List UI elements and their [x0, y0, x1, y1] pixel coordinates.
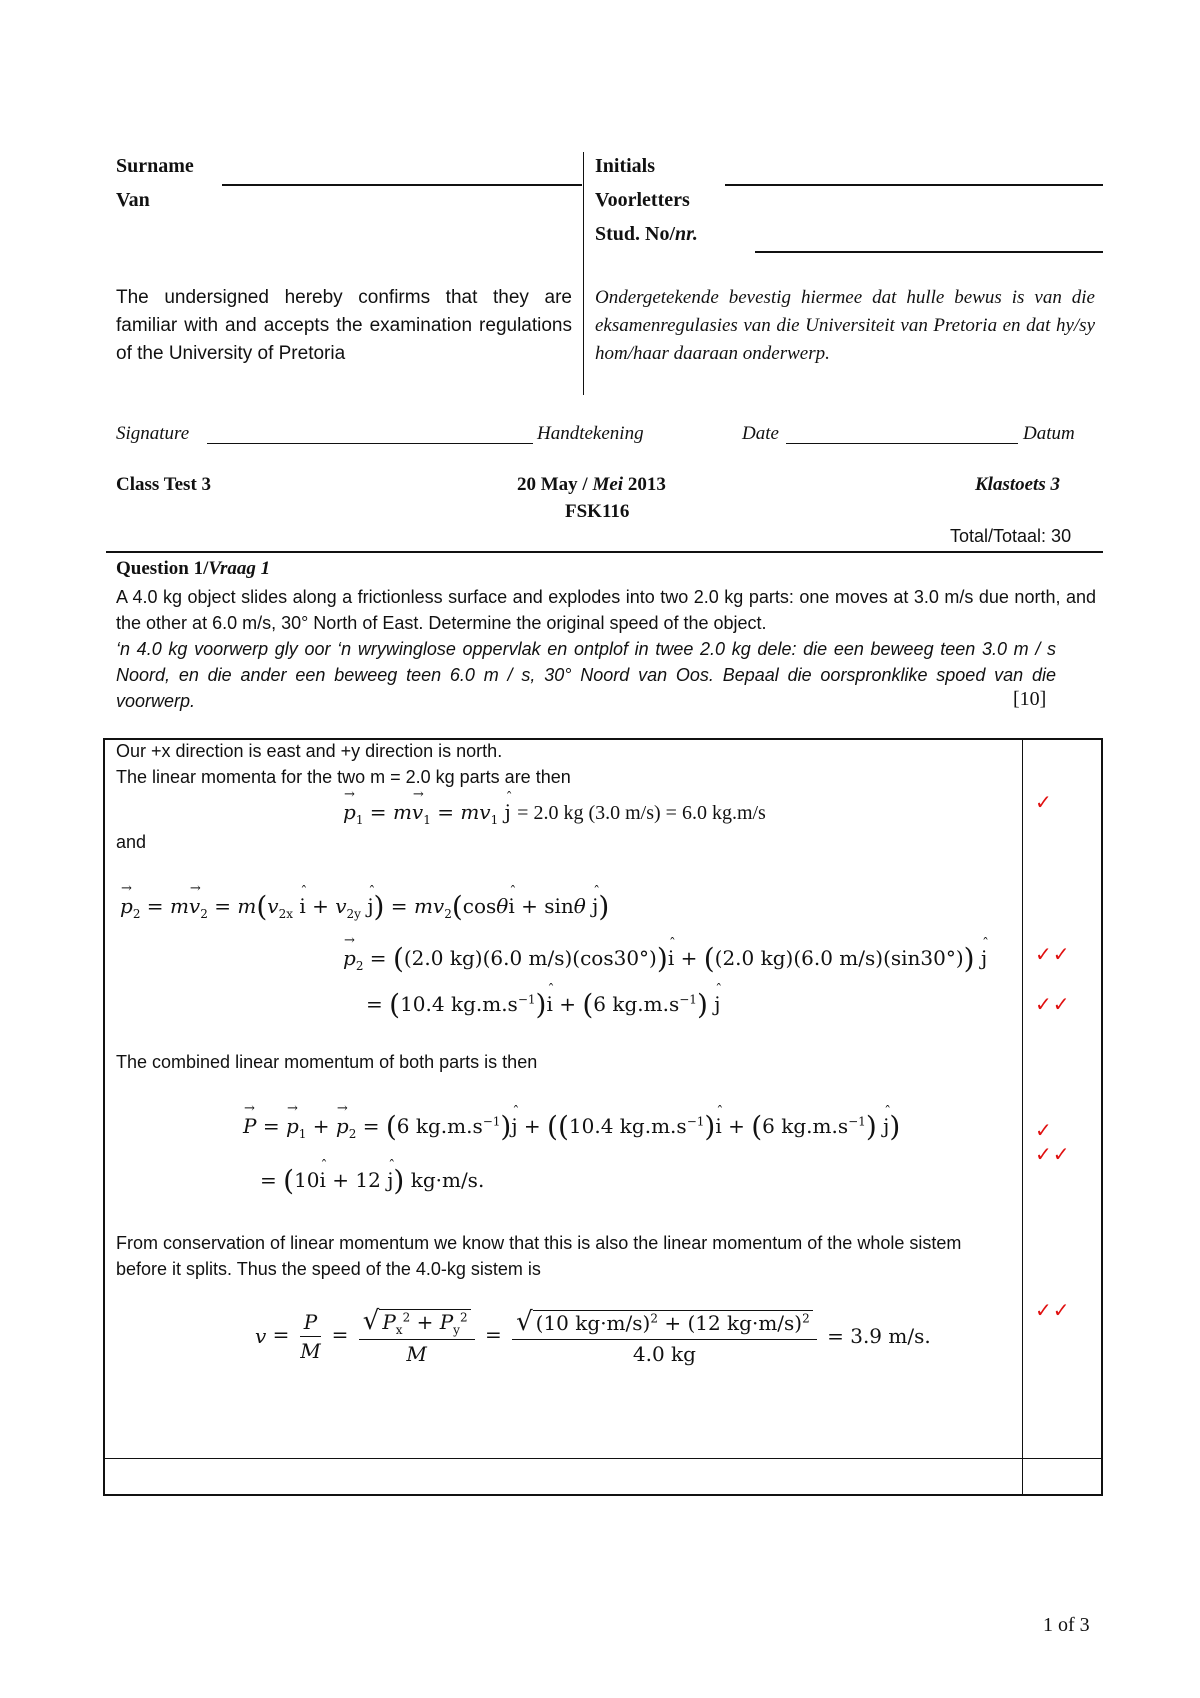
initials-line[interactable] — [725, 184, 1103, 186]
conservation-text: From conservation of linear momentum we know that this is also the linear momentum of the whole sistem before it splits. Thus the speed of the 4.0-kg sistem is — [116, 1233, 962, 1279]
student-number-label-italic: nr. — [675, 223, 698, 245]
initials-label: Initials — [595, 155, 656, 177]
student-number-label — [595, 223, 698, 246]
handtekening-label: Handtekening — [537, 423, 644, 444]
surname-label: Surname — [116, 155, 194, 177]
signature-line[interactable] — [207, 443, 533, 444]
date-line[interactable] — [786, 443, 1018, 444]
equation-speed: v = $\frac{P}{M}$ = $\frac{√ P_x^2 + P_y^2}{M}$ = $\frac{√ (10 kg\cdot m/s)^2 + (12 kg\cdot m/s)^2}{4.0 kg}$ = 3.9 m/s. — [255, 1306, 931, 1366]
equation-total-result: = (10ˆ i + 12 ˆ j) kg·m/s. — [260, 1164, 484, 1197]
tick-mark-4: ✓ — [1035, 1118, 1053, 1142]
signature-label: Signature — [116, 423, 190, 444]
equation-p2-numeric: → $p_2 = ((2.0$ kg)(6.0 m/s)(cos30°))ˆ i + ((2.0 kg)(6.0 m/s)(sin30°)) ˆ j — [343, 942, 987, 975]
question-heading-text: Question 1/ — [116, 558, 209, 579]
header-column-divider — [583, 152, 584, 395]
question-text-english: A 4.0 kg object slides along a frictionless surface and explodes into two 2.0 kg parts: one moves at 3.0 m/s due north, and the other at 6.0 m/s, 30° North of East. Determine the original speed of the object. — [116, 587, 1096, 633]
equation-p2-result: = (10.4 $kg.m.s^{-1})ˆ$ i + (6 $kg.m.s^{-1}$) ˆ j — [366, 988, 720, 1021]
student-number-label-text: Stud. No/ — [595, 223, 676, 245]
marks-column-divider — [1022, 738, 1023, 1496]
klastoets-label: Klastoets 3 — [975, 474, 1060, 495]
voorletters-label: Voorletters — [595, 189, 690, 211]
datum-label: Datum — [1023, 423, 1075, 444]
date-label: Date — [742, 423, 779, 444]
test-date-en: 20 May / — [517, 474, 588, 495]
tick-mark-2: ✓✓ — [1035, 942, 1071, 966]
test-date-year: 2013 — [627, 474, 666, 495]
tick-mark-5: ✓✓ — [1035, 1142, 1071, 1166]
and-label: and — [116, 832, 147, 852]
equation-total-momentum: → P = → $p_1$ + → $p_2 = (6$ $kg.m.s^{-1})ˆ$ j + ((10.4 $kg.m.s^{-1})ˆ$ i + (6 $kg.m.s^{-1}$) ˆ j) — [243, 1110, 900, 1143]
student-number-line[interactable] — [755, 251, 1103, 253]
class-test-label: Class Test 3 — [116, 474, 212, 495]
equation-p1-rhs: = 2.0 kg (3.0 m/s) = 6.0 kg.m/s — [517, 802, 766, 824]
speed-result: = 3.9 m/s. — [827, 1324, 931, 1348]
question-text-afrikaans: ‘n 4.0 kg voorwerp gly oor ‘n wrywinglose oppervlak en ontplof in twee 2.0 kg dele: die een beweeg teen 3.0 m / s Noord, en die ander een beweeg teen 6.0 m / s, 30° Noord van Oos. Bepaal die oorspronklike spoed van die voorwerp. — [116, 639, 1056, 711]
van-label: Van — [116, 189, 150, 211]
tick-mark-3: ✓✓ — [1035, 992, 1071, 1016]
combined-momentum-label: The combined linear momentum of both parts is then — [116, 1052, 538, 1072]
question-heading-italic: Vraag 1 — [208, 558, 271, 579]
total-marks: Total/Totaal: 30 — [950, 526, 1072, 546]
answer-line-1: Our +x direction is east and +y direction is north. — [116, 741, 503, 761]
answer-line-2: The linear momenta for the two m = 2.0 kg parts are then — [116, 767, 571, 787]
surname-line[interactable] — [222, 184, 582, 186]
test-date-af: Mei — [592, 474, 624, 495]
declaration-afrikaans: Ondergetekende bevestig hiermee dat hulle bewus is van die eksamenregulasies van die Universiteit van Pretoria en dat hy/sy hom/haar daaraan onderwerp. — [595, 287, 1095, 364]
test-date — [517, 474, 666, 496]
equation-p2-general: → $p_2 = m\to v_2 = m(v_{2x}$ ˆ $i + v_{2y}$ ˆ $j) = mv_2(\cos\theta ˆ$ i + sinθ ˆ j) — [120, 890, 609, 923]
question-marks: [10] — [1013, 688, 1047, 710]
page-number: 1 of 3 — [1043, 1614, 1090, 1636]
course-code: FSK116 — [565, 501, 630, 522]
question-heading — [116, 558, 270, 580]
header-rule — [106, 551, 1103, 553]
tick-mark-6: ✓✓ — [1035, 1298, 1071, 1322]
declaration-english: The undersigned hereby confirms that they are familiar with and accepts the examination regulations of the University of Pretoria — [116, 287, 572, 364]
answer-box-bottom-row — [103, 1458, 1103, 1459]
equation-p1: → $p_1 = m\to v_1 = mv_1$ ˆ j = 2.0 kg (3.0 m/s) = 6.0 kg.m/s — [343, 800, 766, 827]
tick-mark-1: ✓ — [1035, 790, 1053, 814]
